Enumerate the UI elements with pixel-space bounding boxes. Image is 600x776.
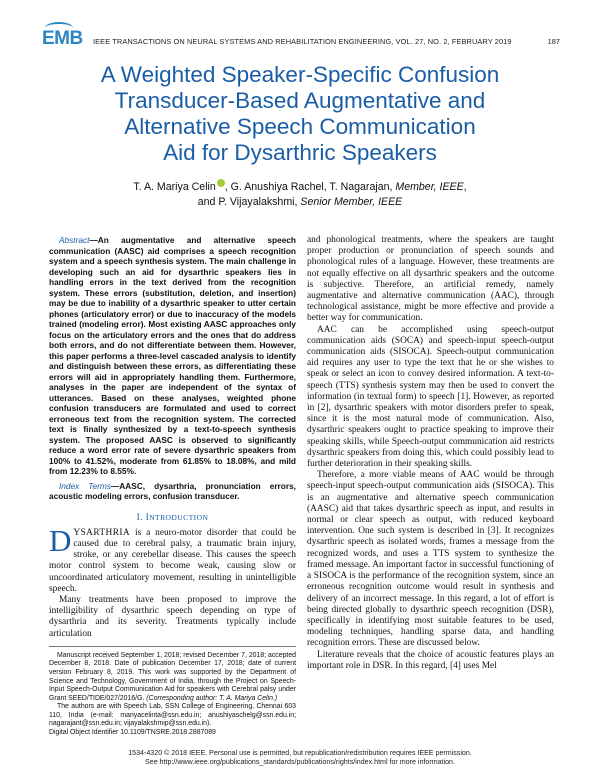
logo-text: EMB [42,28,83,49]
right-column [307,235,554,672]
copyright-line-1: 1534-4320 © 2018 IEEE. Personal use is permitted, but republication/redistribution requires IEEE permission. [128,749,472,757]
author-list [60,179,540,210]
abstract-text: —An augmentative and alternative speech communication (AASC) aid comprises a speech recognition system and a speech synthesis system. The main challenge in developing such an aid for dysarthric speakers lies in handling errors in the text derived from the recognition system. These errors (substitution, deletion, and insertion) may be due to inability of a dysarthric speaker to utter certain phones (articulatory error) or due to inaccuracy of the models trained (modeling error). Most existing AASC approaches only focus on the articulatory errors and the ones that do address both errors, and do not differentiate between them. However, this paper performs a three-level cascaded analysis to identify and distinguish between these errors, as differentiating these errors will aid in appropriately handling them. Furthermore, analyses in the paper are independent of the syntax of utterances. Based on these analyses, weighted phone confusion transducers are formulated and used to correct erroneous text from the recognition system. The corrected text is finally synthesized by a text-to-speech synthesis system. The proposed AASC is observed to significantly reduce a word error rate of severe dysarthric speakers from 100% to 41.52%, moderate from 61.85% to 18.08%, and mild from 12.23% to 8.55%. [49,235,296,476]
footnote-affiliation: The authors are with Speech Lab, SSN College of Engineering, Chennai 603 110, India (e-mail: mariyacelinta@ssn.edu.in; anushiyaschelg@ssn.edu.in; nagarajant@ssn.edu.in; vijayalakshmip@ssn.edu.in). [49,703,296,728]
author-names: , G. Anushiya Rachel, T. Nagarajan, [224,181,396,193]
author-line-2 [60,195,540,210]
title-line: Transducer-Based Augmentative and [114,88,486,113]
page-number: 187 [547,37,560,46]
emb-logo [42,29,82,49]
title-line: Alternative Speech Communication [124,114,476,139]
orcid-icon[interactable] [217,179,225,187]
title-line: Aid for Dysarthric Speakers [163,140,437,165]
body-paragraph-2: AAC can be accomplished using speech-output communication aids (SOCA) and speech-input speech-output communication aids (SISOCA). Speech-output communication aid requires any user to type the text that he or she wishes to speak or select an icon to convey desired information. A text-to-speech (TTS) synthesis system may then be used to convert the information (in textual form) to speech [1]. However, as reported in [2], dysarthric speakers with motor disorders prefer to speak, since it is the most natural mode of communication. Also, dysarthric speakers ought to practice speaking to improve their speaking skills, while Speech-output communication aid restricts dysarthric speakers from doing this, which could possibly lead to further deterioration in their speaking skills. [307,324,554,470]
footnote-doi: Digital Object Identifier 10.1109/TNSRE.2018.2887089 [49,729,216,737]
intro-paragraph-2: Many treatments have been proposed to improve the intelligibility of dysarthric speech depending on type of dysarthria and its severity. Treatments typically include articulation [49,594,296,639]
body-paragraph-3: Therefore, a more viable means of AAC would be through speech-input speech-output communication aids (SISOCA). This is an augmentative and alternative speech communication (AASC) aid that takes dysarthric speech as input, and results in normal or clear speech as output, with reduced keyboard intervention. One such system is described in [3]. It recognizes dysarthric speech as isolated words, frames a message from the recognized words, and uses a TTS system to synthesize the framed message. An important factor in successful functioning of a SISOCA is the performance of the recognition system, since an erroneous recognition outcome would result in synthesis and delivery of an incorrect message. In this regard, a lot of effort is being directed globally to dysarthric speech recognition (DSR), specifically in identifying most suitable features to be used, modeling techniques, handling sparse data, and handling recognition errors. These are discussed below. [307,470,554,649]
section-title: NTRODUCTION [149,512,209,522]
abstract-label: Abstract [59,235,90,245]
index-terms-text: —AASC, dysarthria, pronunciation errors, acoustic modeling errors, confusion transducer. [49,480,296,501]
section-heading-introduction [49,512,296,524]
left-column [49,235,296,738]
author-vijayalakshmi: and P. Vijayalakshmi, [197,196,301,208]
running-title: IEEE TRANSACTIONS ON NEURAL SYSTEMS AND REHABILITATION ENGINEERING, VOL. 27, NO. 2, FEBRUARY 2019 [93,37,512,46]
body-paragraph-1: and phonological treatments, where the speakers are taught proper production or pronunciation of speech sounds and phonological rules of a language. However, these treatments are not equally effective on all dysarthric speakers and the outcome is subjective. Therefore, an artificial remedy, namely augmentative and alternative communication (AAC), through technological assistance, might be more effective and provide a better way for communication. [307,235,554,324]
index-terms-label: Index Terms [59,480,111,491]
footnote-manuscript [49,652,296,704]
index-terms [49,481,296,502]
copyright-notice [40,749,560,767]
body-paragraph-4: Literature reveals that the choice of acoustic features plays an important role in DSR. In this regard, [4] uses Mel [307,649,554,671]
intro-paragraph-1 [49,522,296,595]
dropcap-word: YSARTHRIA [73,527,131,538]
author-line-1 [60,179,540,195]
title-line: A Weighted Speaker-Specific Confusion [100,62,500,87]
footnote-manuscript-text: Manuscript received September 1, 2018; revised December 7, 2018; accepted December 8, 2018. Date of publication December 17, 2018; date of current version February 8, 2019. This work was supported by the Department of Science and Technology, Government of India, through the Project on Speech-Input Speech-Output Communication Aid for speakers with Cerebral palsy under Grant SEED/TIDE/027/2016/G. [49,651,296,702]
section-number: I. I [136,512,150,523]
author-grade-senior: Senior Member, IEEE [300,196,403,208]
copyright-line-2: See http://www.ieee.org/publications_standards/publications/rights/index.html for more information. [145,758,455,767]
logo-arc [45,22,73,34]
dropcap: D [49,522,72,558]
footnote-corresponding: (Corresponding author: T. A. Mariya Celin.) [146,694,278,702]
author-grade: Member, IEEE [395,181,464,193]
footnote-divider [49,646,296,647]
author-comma: , [463,181,467,193]
intro-paragraph-1-text: is a neuro-motor disorder that could be caused due to cerebral palsy, a traumatic brain injury, stroke, or any cerebellar disease. This causes the speech motor control system to become weak, causing slow or uncoordinated articulatory movement, resulting in unintelligible speech. [49,527,296,594]
abstract [49,235,296,477]
author-celin: T. A. Mariya Celin [133,181,216,193]
paper-title [40,62,560,166]
